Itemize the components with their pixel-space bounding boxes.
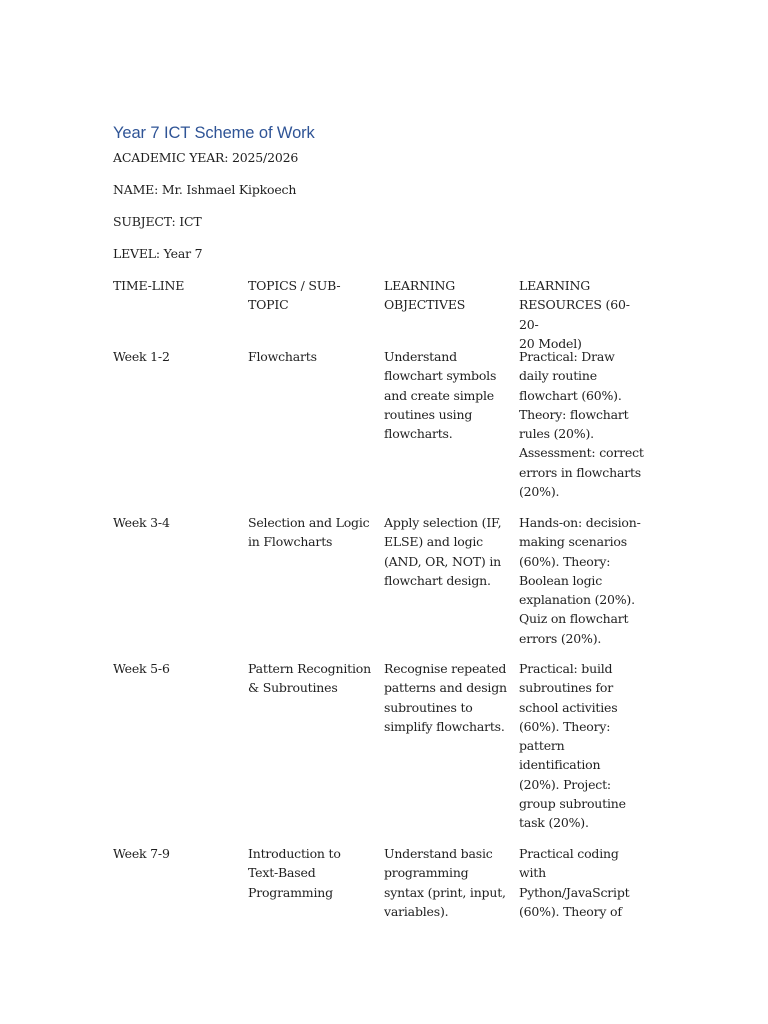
row-4-topic: Introduction to Text-Based Programming [248,846,341,900]
row-3-timeline: Week 5-6 [113,661,170,676]
subject-label: SUBJECT: [113,214,180,229]
name-value: Mr. Ishmael Kipkoech [161,182,297,197]
subject-value: ICT [179,214,202,229]
subject-line [113,214,202,229]
row-1-topic: Flowcharts [248,349,317,364]
level-line [113,246,202,261]
row-2-timeline: Week 3-4 [113,515,170,530]
level-value: Year 7 [163,246,203,261]
header-timeline: TIME-LINE [113,278,185,293]
name-label: NAME: [113,182,162,197]
row-2-resources: Hands-on: decision- making scenarios (60%). Theory: Boolean logic explanation (20%). Quiz on flowchart errors (20%). [519,515,641,646]
academic-year-line [113,150,298,165]
level-label: LEVEL: [113,246,164,261]
row-2-objectives: Apply selection (IF, ELSE) and logic (AND, OR, NOT) in flowchart design. [384,515,502,588]
row-3-resources: Practical: build subroutines for school activities (60%). Theory: pattern identification (20%). Project: group subroutine task (20%). [519,661,626,831]
row-1-objectives: Understand flowchart symbols and create simple routines using flowcharts. [384,349,497,442]
document-title: Year 7 ICT Scheme of Work [113,124,315,142]
row-3-topic: Pattern Recognition & Subroutines [248,661,371,696]
academic-year-value: 2025/2026 [232,150,299,165]
row-2-topic: Selection and Logic in Flowcharts [248,515,370,550]
row-4-resources: Practical coding with Python/JavaScript (60%). Theory of [519,846,630,919]
header-topics: TOPICS / SUB- TOPIC [248,278,341,313]
row-1-resources: Practical: Draw daily routine flowchart (60%). Theory: flowchart rules (20%). Assessment: correct errors in flowcharts (20%). [519,349,644,500]
academic-year-label: ACADEMIC YEAR: [113,150,233,165]
name-line [113,182,296,197]
header-objectives: LEARNING OBJECTIVES [384,278,466,313]
row-1-timeline: Week 1-2 [113,349,170,364]
row-4-timeline: Week 7-9 [113,846,170,861]
header-resources: LEARNING RESOURCES (60-20- 20 Model) [519,278,630,351]
row-4-objectives: Understand basic programming syntax (print, input, variables). [384,846,506,919]
row-3-objectives: Recognise repeated patterns and design subroutines to simplify flowcharts. [384,661,507,734]
